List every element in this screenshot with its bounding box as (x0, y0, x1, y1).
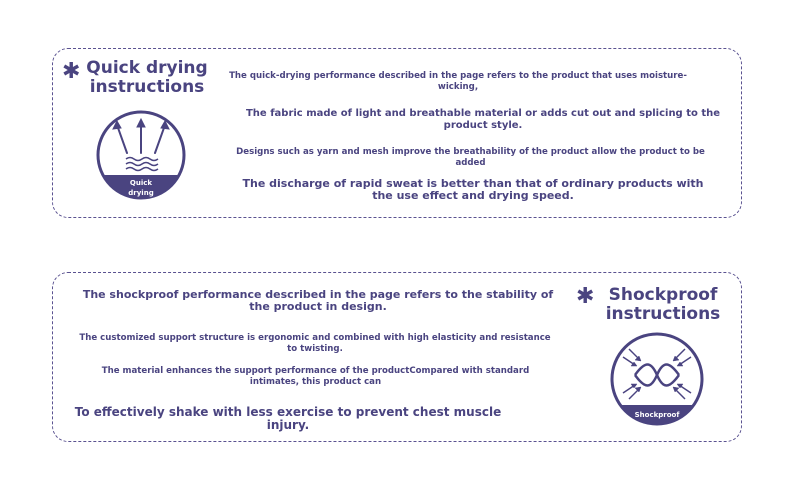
shockproof-badge-label: Shockproof (634, 411, 680, 419)
shockproof-line-4: To effectively shake with less exercise to prevent chest muscle injury. (74, 405, 502, 432)
quick-drying-card (52, 48, 742, 218)
quick-drying-line-1: The quick-drying performance described in the page refers to the product that uses moisture-wicking, (229, 71, 687, 92)
quick-drying-title: Quick drying instructions (86, 58, 208, 97)
shockproof-card (52, 272, 742, 442)
quick-drying-line-3: Designs such as yarn and mesh improve the breathability of the product allow the product to be added (236, 147, 705, 168)
shockproof-icon (609, 331, 705, 427)
quick-drying-badge-line2: drying (128, 189, 154, 197)
quick-drying-badge-line1: Quick (129, 179, 153, 187)
star-icon: ✱ (576, 284, 595, 309)
star-icon: ✱ (62, 59, 81, 84)
shockproof-line-1: The shockproof performance described in the page refers to the stability of the product in design. (82, 288, 554, 313)
quick-drying-line-4: The discharge of rapid sweat is better than that of ordinary products with the use effect and drying speed. (242, 177, 704, 202)
quick-drying-line-2: The fabric made of light and breathable material or adds cut out and splicing to the product style. (245, 108, 721, 131)
quick-drying-icon (95, 109, 187, 201)
shockproof-line-3: The material enhances the support performance of the productCompared with standard intimates, this product can (101, 366, 530, 387)
shockproof-title: Shockproof instructions (605, 285, 721, 324)
shockproof-line-2: The customized support structure is ergonomic and combined with high elasticity and resistance to twisting. (79, 333, 551, 354)
